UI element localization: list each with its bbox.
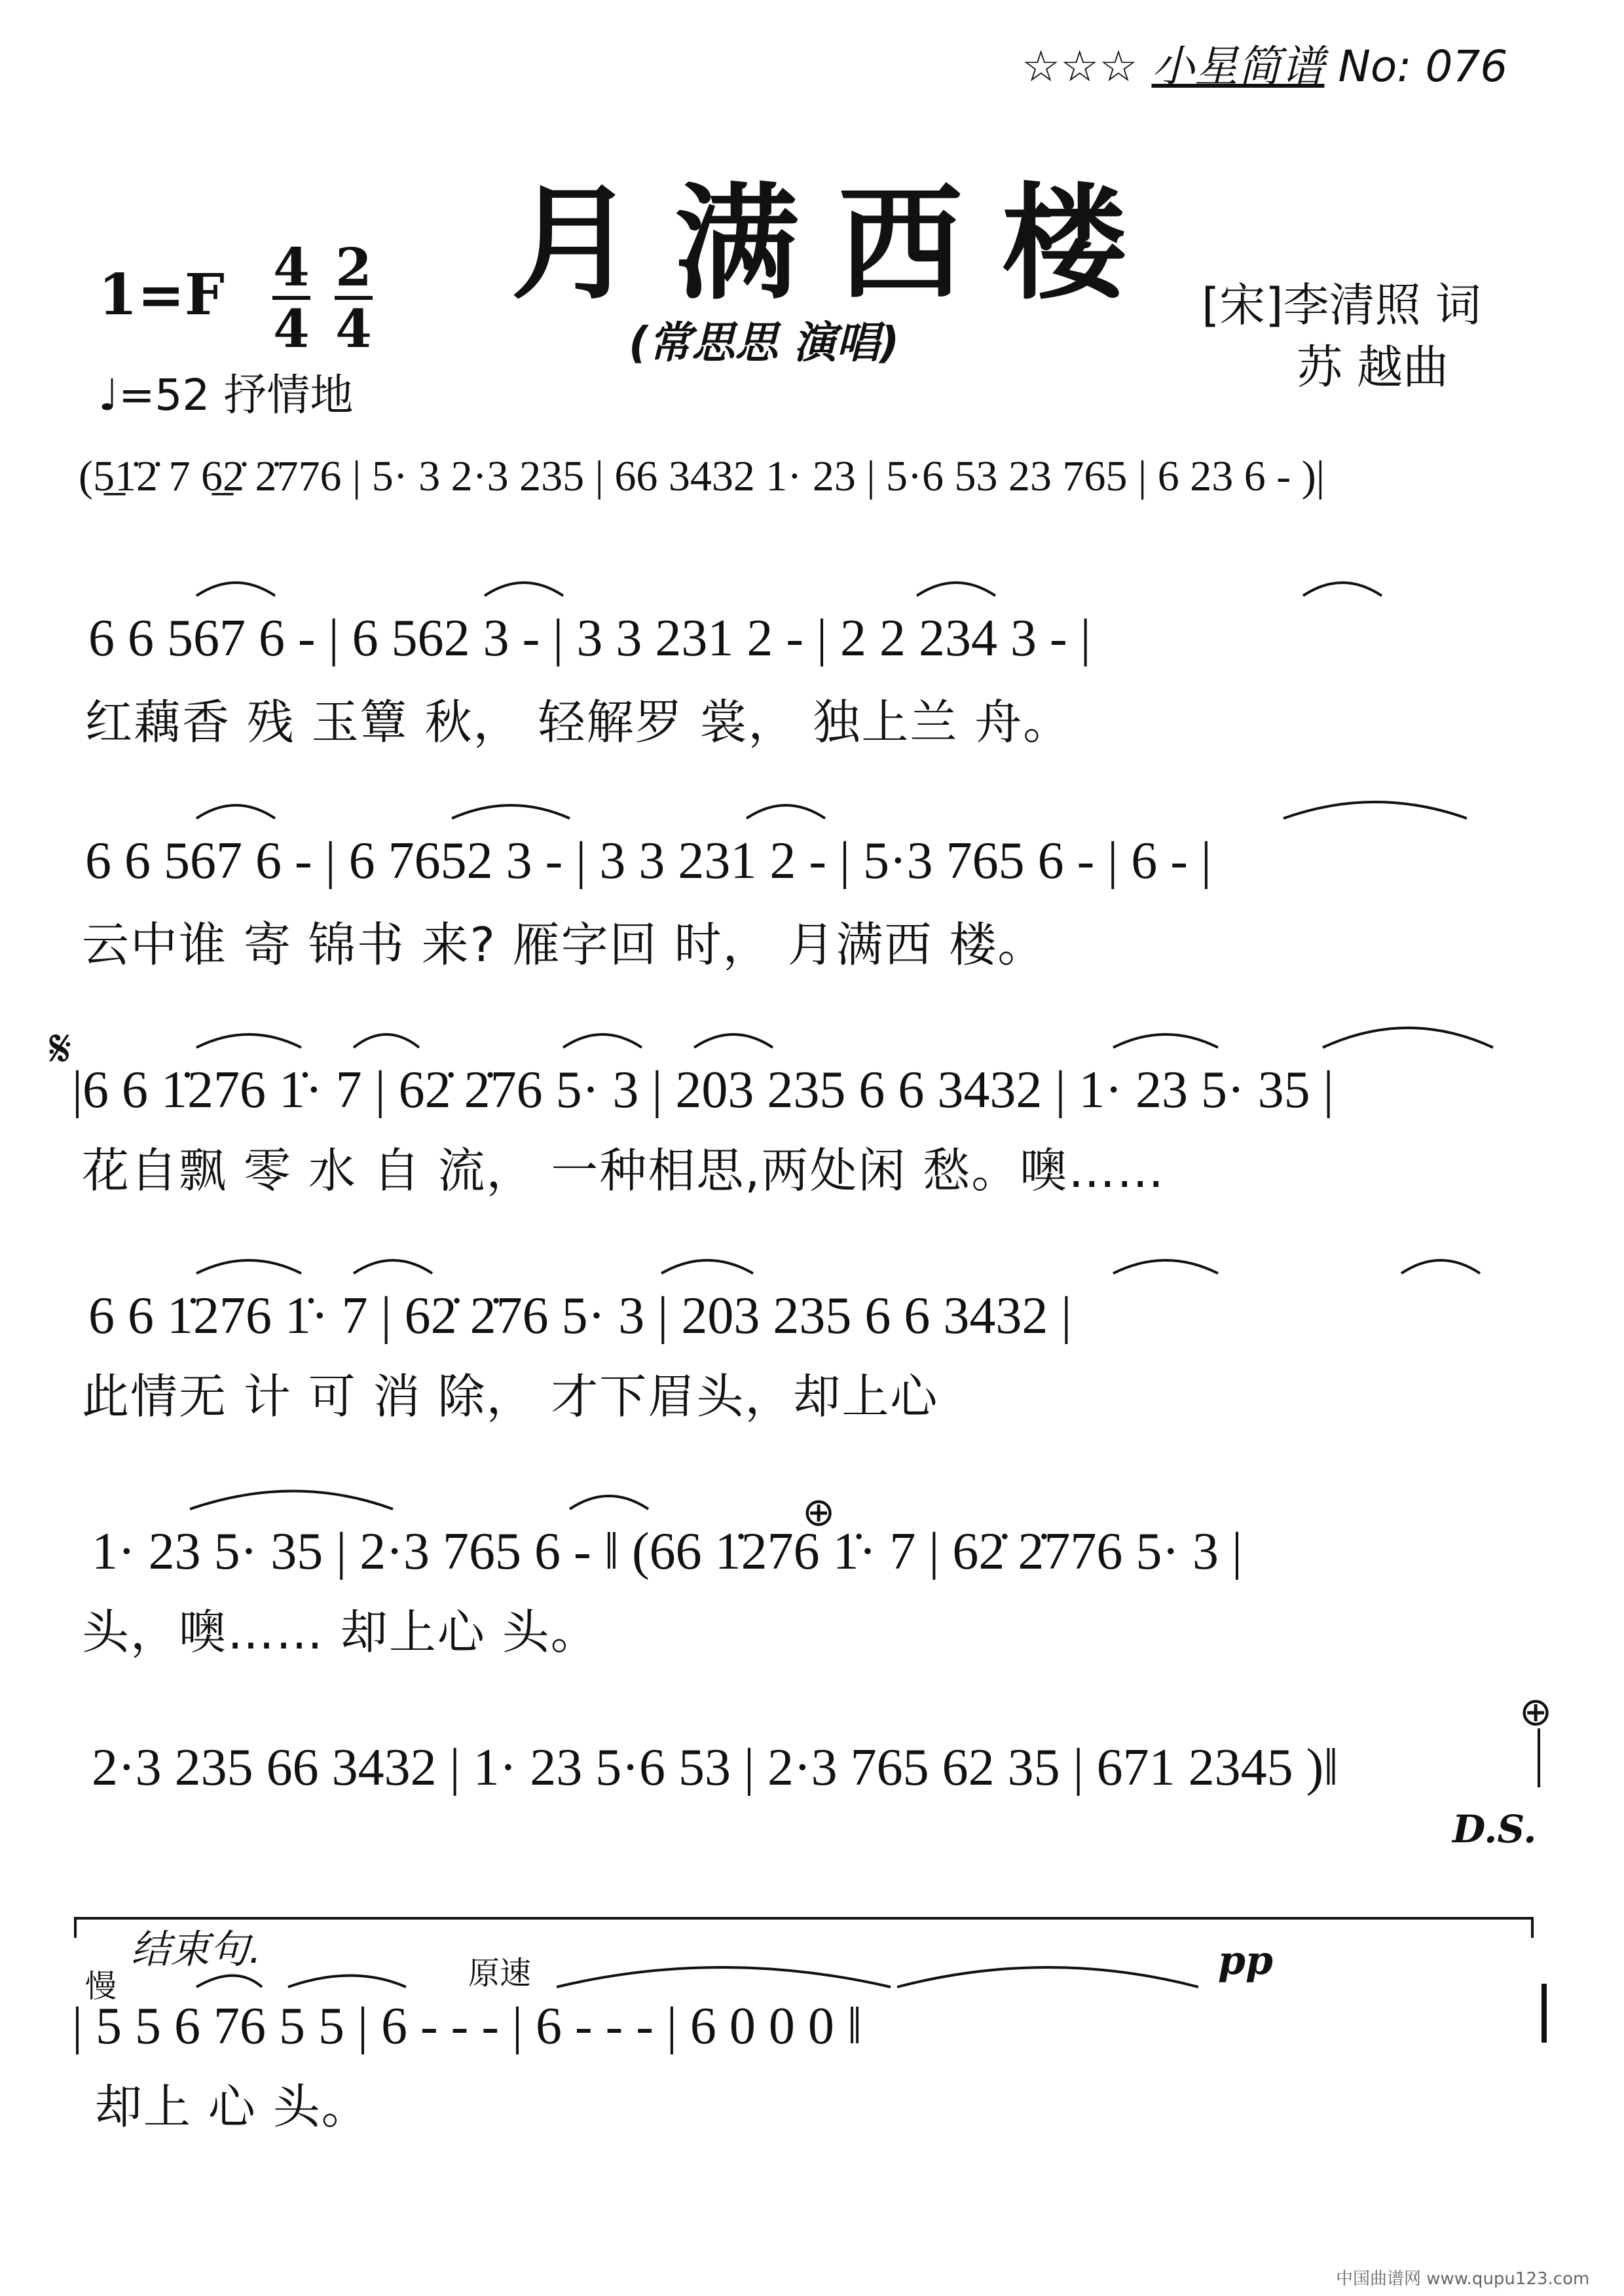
slur [570, 1496, 648, 1509]
slur [196, 1260, 301, 1273]
slur [1113, 1260, 1218, 1273]
time-signature-2-4: 2 4 [335, 236, 372, 359]
segno-sign: 𝄋 [49, 1018, 72, 1079]
time-signature-4-4: 4 4 [273, 236, 310, 359]
slur [557, 1967, 891, 1987]
notes-line-2: 6 6 567 6 - | 6 7652 3 - | 3 3 231 2 - | 5·3 765 6 - | 6 - | [85, 832, 1211, 890]
dal-segno: D.S. [1452, 1807, 1537, 1851]
slur [1323, 1028, 1493, 1048]
notes-line-6: 2·3 235 66 3432 | 1· 23 5·6 53 | 2·3 765 62 35 | 671 2345 )‖ [92, 1739, 1338, 1796]
performer: (常思思 演唱) [629, 318, 900, 368]
score-number: No: 076 [1338, 41, 1508, 92]
composer: 苏 越曲 [1297, 340, 1449, 394]
slur [1401, 1260, 1480, 1273]
key-signature: 1=F [98, 262, 225, 328]
slur [1113, 1034, 1218, 1048]
ending-notes: | 5 5 6 76 5 5 | 6 - - - | 6 - - - | 6 0 0 0 ‖ [72, 1997, 862, 2055]
coda-sign: ⊕ [802, 1489, 836, 1535]
slur [452, 805, 570, 818]
watermark: 中国曲谱网 www.qupu123.com [1336, 2269, 1590, 2289]
slur [1283, 802, 1467, 818]
rating-stars: ☆☆☆ [1022, 41, 1138, 92]
ending-bracket [75, 1918, 1532, 1938]
coda-sign-2: ⊕ [1519, 1689, 1553, 1735]
slur [196, 1976, 262, 1988]
notes-line-5: 1· 23 5· 35 | 2·3 765 6 - ‖ (66 1̇276 1̇· 7 | 62̇ 2̇776 5· 3 | [92, 1523, 1242, 1580]
intro-line: (5̲1̇2̇ 7 6̲2̇ 2̇776 | 5· 3 2·3 235 | 66 3432 1· 23 | 5·6 53 23 765 | 6 23 6 - )| [79, 452, 1325, 500]
slur [485, 583, 563, 596]
lyrics-line-3: 花自飘 零 水 自 流， 一种相思,两处闲 愁。噢…… [82, 1143, 1166, 1198]
slur [196, 805, 275, 818]
slow-marking: 慢 [85, 1968, 117, 2005]
slur [661, 1260, 753, 1273]
slur [190, 1491, 393, 1510]
lyrics-line-1: 红藕香 残 玉簟 秋， 轻解罗 裳， 独上兰 舟。 [85, 695, 1072, 750]
ending-lyrics: 却上 心 头。 [95, 2079, 370, 2134]
notes-line-1: 6 6 567 6 - | 6 562 3 - | 3 3 231 2 - | 2 2 234 3 - | [88, 610, 1091, 667]
brand-link[interactable]: 小星简谱 [1151, 41, 1325, 92]
lyrics-line-4: 此情无 计 可 消 除， 才下眉头，却上心 [82, 1369, 939, 1424]
slur [196, 1034, 301, 1048]
slur [288, 1976, 406, 1988]
lyricist: [宋]李清照 词 [1202, 278, 1481, 332]
slur [354, 1034, 419, 1048]
notes-line-4: 6 6 1̇276 1̇· 7 | 62̇ 2̇76 5· 3 | 203 235 6 6 3432 | [88, 1287, 1072, 1345]
tempo-marking: ♩=52 抒情地 [98, 370, 354, 420]
slur [196, 583, 275, 596]
song-title: 月满西楼 [511, 170, 1166, 316]
slur [563, 1034, 642, 1048]
ending-label: 结束句. [131, 1927, 262, 1973]
slur [694, 1034, 773, 1048]
slur [1303, 583, 1382, 596]
slur [354, 1260, 432, 1273]
original-tempo-marking: 原速 [468, 1955, 532, 1992]
dynamic-pp: pp [1218, 1938, 1273, 1984]
lyrics-line-2: 云中谁 寄 锦书 来? 雁字回 时， 月满西 楼。 [82, 917, 1046, 972]
lyrics-line-5: 头，噢…… 却上心 头。 [82, 1605, 599, 1660]
slur [747, 805, 825, 818]
slur [917, 583, 995, 596]
slur [897, 1967, 1198, 1987]
notes-line-3: |6 6 1̇276 1̇· 7 | 62̇ 2̇76 5· 3 | 203 235 6 6 3432 | 1· 23 5· 35 | [72, 1061, 1334, 1119]
